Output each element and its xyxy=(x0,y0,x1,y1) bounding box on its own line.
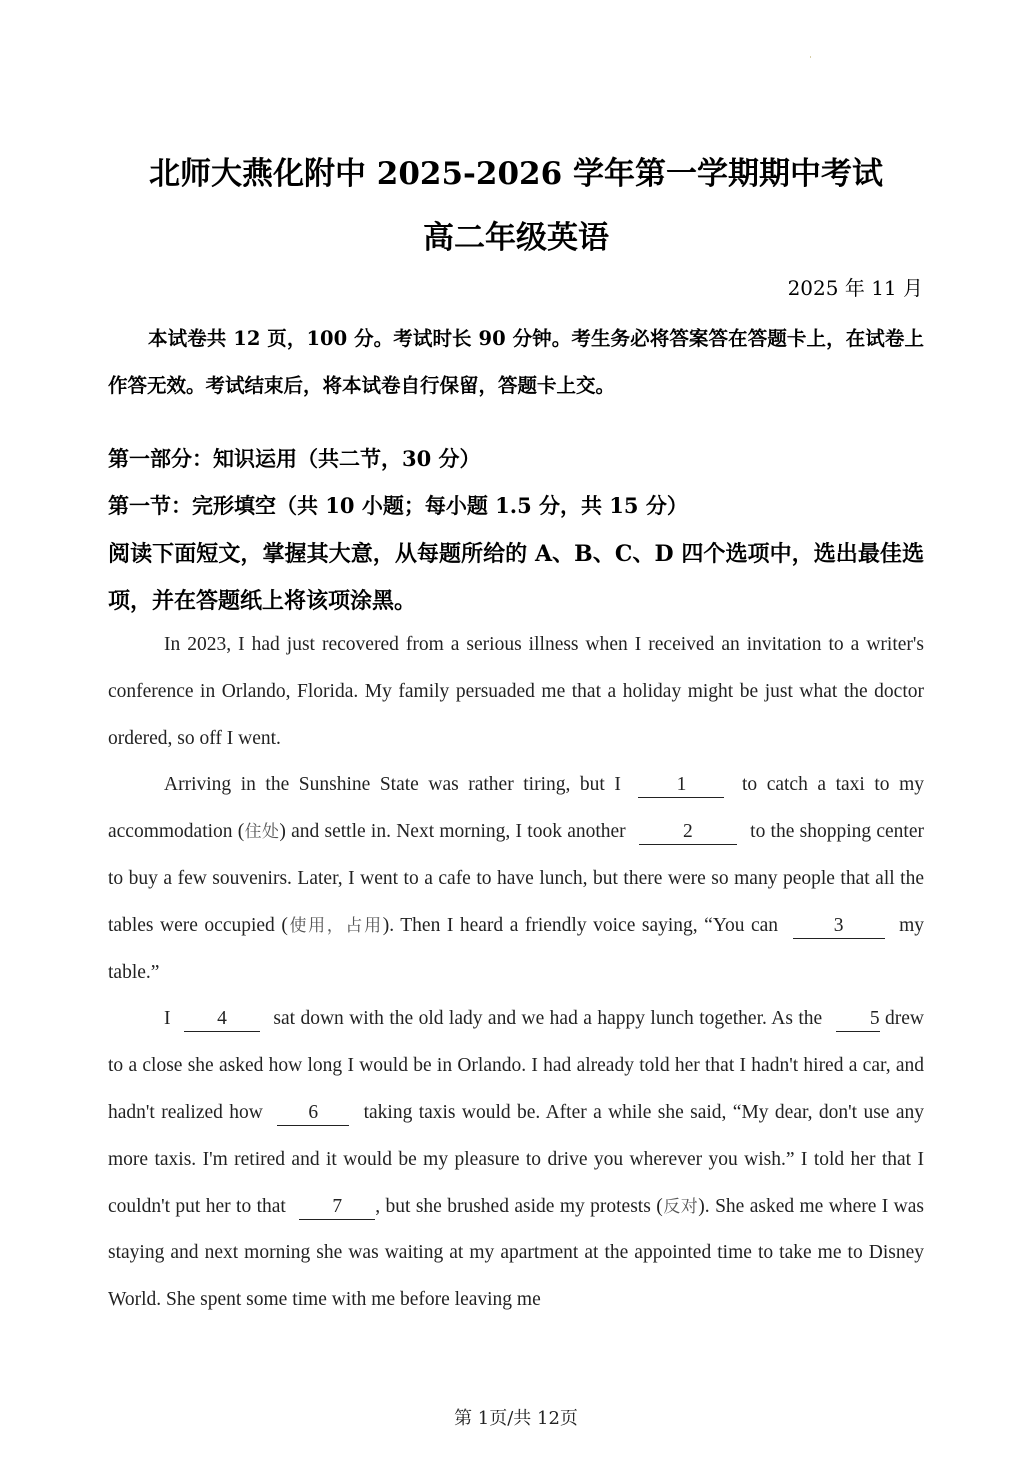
passage-paragraph-1: In 2023, I had just recovered from a serious illness when I received an invitation to a writer's conference in Orlando, Florida. My family persuaded me that a holiday might be just what the doctor ordered, so off I went. xyxy=(108,634,924,749)
passage-text: I xyxy=(164,1008,176,1030)
passage-text: my table.” xyxy=(108,914,925,983)
exam-subtitle: 高二年级英语 xyxy=(423,220,609,256)
gloss-text: 反对 xyxy=(662,1196,699,1217)
passage-text: taking taxis would be. After a while she said, “My dear, don't use any more taxis. I'm retired and it would be my pleasure to drive you wherever you wish.” I told her that I couldn't put her to that xyxy=(108,1101,924,1217)
cloze-blank-2: 2 xyxy=(639,822,737,845)
cloze-blank-3: 3 xyxy=(793,916,885,939)
cloze-blank-7: 7 xyxy=(299,1197,375,1220)
cloze-blank-1: 1 xyxy=(638,775,724,798)
exam-date: 2025 年 11 月 xyxy=(787,276,923,300)
section-directions: 阅读下面短文，掌握其大意，从每题所给的 A、B、C、D 四个选项中，选出最佳选项，并在答题纸上将该项涂黑。 xyxy=(108,541,924,614)
gloss-text: 使用，占用 xyxy=(287,915,383,936)
section-heading: 第一节：完形填空（共 10 小题；每小题 1.5 分，共 15 分） xyxy=(108,493,688,518)
passage-text: sat down with the old lady and we had a happy lunch together. As the xyxy=(267,1008,828,1030)
passage-text: to catch a taxi to my accommodation ( xyxy=(108,774,924,843)
cloze-blank-4: 4 xyxy=(184,1009,260,1032)
passage-paragraph-2 xyxy=(108,762,924,996)
gloss-text: 住处 xyxy=(244,822,280,843)
exam-instructions: 本试卷共 12 页，100 分。考试时长 90 分钟。考生务必将答案答在答题卡上，在试卷上作答无效。考试结束后，将本试卷自行保留，答题卡上交。 xyxy=(108,327,924,397)
passage-text: ). She asked me where I was staying and next morning she was waiting at my apartment at the appointed time to take me to Disney World. She spent some time with me before leaving me xyxy=(108,1195,924,1311)
passage-text: , but she brushed aside my protests ( xyxy=(375,1195,663,1217)
cloze-blank-6: 6 xyxy=(277,1103,349,1126)
exam-title: 北师大燕化附中 2025-2026 学年第一学期期中考试 xyxy=(148,156,883,192)
passage-text: Arriving in the Sunshine State was rather tiring, but I xyxy=(164,774,631,796)
passage-text: ). Then I heard a friendly voice saying, “You can xyxy=(382,914,785,936)
part-heading: 第一部分：知识运用（共二节，30 分） xyxy=(108,446,481,471)
scan-speck xyxy=(810,56,811,58)
cloze-blank-5: 5 xyxy=(836,1009,880,1032)
passage-text: to the shopping center to buy a few souvenirs. Later, I went to a cafe to have lunch, but there were so many people that all the tables were occupied ( xyxy=(108,821,924,936)
cloze-passage xyxy=(108,622,924,1324)
passage-paragraph-3 xyxy=(108,996,924,1324)
passage-text: drew to a close she asked how long I would be in Orlando. I had already told her that I hadn't hired a car, and hadn't realized how xyxy=(108,1008,925,1123)
page-indicator: 第 1页/共 12页 xyxy=(454,1408,578,1429)
passage-text: ) and settle in. Next morning, I took another xyxy=(279,821,631,843)
